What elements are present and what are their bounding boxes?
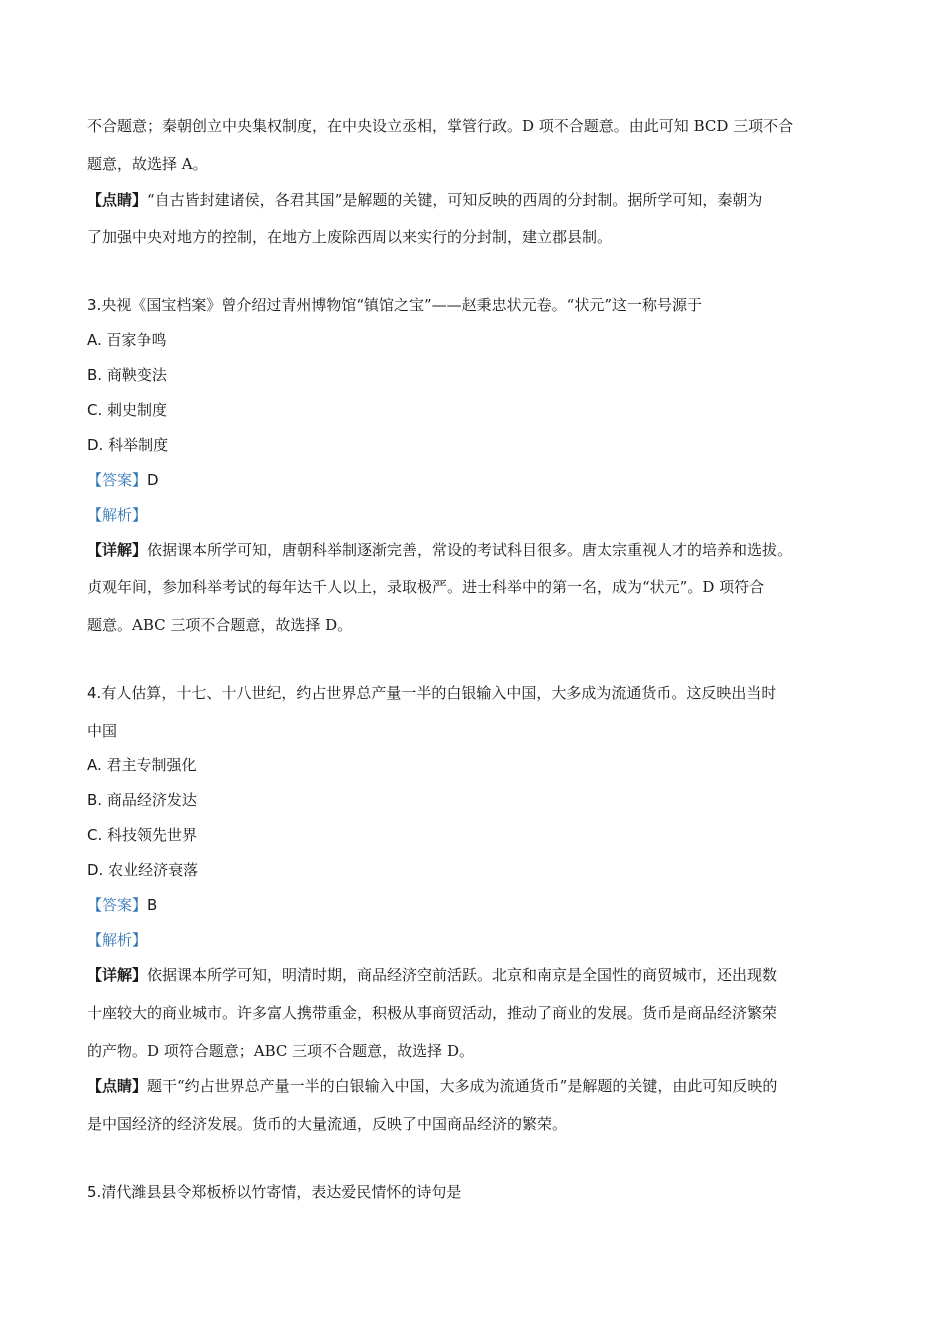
question-text: 清代潍县县令郑板桥以竹寄情，表达爱民情怀的诗句是: [101, 1183, 462, 1201]
option-text: 商鞅变法: [106, 366, 167, 384]
question-number: 3.: [87, 296, 102, 314]
option-text: 百家争鸣: [106, 331, 167, 349]
question-4-option-b: [87, 790, 877, 810]
question-number: 4.: [87, 684, 102, 702]
answer-label: 【答案】: [87, 896, 148, 914]
option-text: 科举制度: [108, 436, 169, 454]
question-4-tip-line: [87, 1076, 877, 1096]
question-4-analysis-label: 【解析】: [87, 931, 148, 949]
option-letter: B.: [87, 791, 103, 809]
question-4-detail-line: 十座较大的商业城市。许多富人携带重金，积极从事商贸活动，推动了商业的发展。货币是商品经济繁荣: [87, 1004, 778, 1022]
question-text: 央视《国宝档案》曾介绍过青州博物馆“镇馆之宝”——赵秉忠状元卷。“状元”这一称号源于: [101, 296, 702, 314]
option-letter: C.: [87, 826, 103, 844]
option-text: 君主专制强化: [106, 756, 197, 774]
question-5-stem: [87, 1182, 877, 1202]
tip-label: 【点睛】: [87, 191, 148, 209]
prev-tip-line: 了加强中央对地方的控制，在地方上废除西周以来实行的分封制，建立郡县制。: [87, 228, 613, 246]
question-4-option-c: [87, 825, 877, 845]
tip-label: 【点睛】: [87, 1077, 148, 1095]
question-text: 有人估算，十七、十八世纪，约占世界总产量一半的白银输入中国，大多成为流通货币。这反映出当时: [101, 684, 777, 702]
option-letter: A.: [87, 756, 102, 774]
question-3-option-a: [87, 330, 877, 350]
answer-label: 【答案】: [87, 471, 148, 489]
option-text: 商品经济发达: [106, 791, 197, 809]
question-3-stem: [87, 295, 877, 315]
detail-text: 依据课本所学可知，明清时期，商品经济空前活跃。北京和南京是全国性的商贸城市，还出现数: [147, 966, 778, 984]
detail-text: 依据课本所学可知，唐朝科举制逐渐完善，常设的考试科目很多。唐太宗重视人才的培养和选拔。: [147, 541, 793, 559]
answer-value: D: [147, 471, 159, 489]
tip-text: “自古皆封建诸侯，各君其国”是解题的关键，可知反映的西周的分封制。据所学可知，秦朝为: [147, 191, 763, 209]
detail-label: 【详解】: [87, 966, 148, 984]
question-4-detail-line: 的产物。D 项符合题意；ABC 三项不合题意，故选择 D。: [87, 1042, 474, 1060]
option-text: 刺史制度: [107, 401, 168, 419]
question-4-option-d: [87, 860, 877, 880]
tip-text: 题干“约占世界总产量一半的白银输入中国，大多成为流通货币”是解题的关键，由此可知反映的: [147, 1077, 778, 1095]
prev-tip-line: [87, 190, 877, 210]
question-4-answer: [87, 895, 877, 915]
option-text: 科技领先世界: [107, 826, 198, 844]
question-3-detail-line: 贞观年间，参加科举考试的每年达千人以上，录取极严。进士科举中的第一名，成为“状元”。D 项符合: [87, 578, 765, 596]
option-letter: C.: [87, 401, 103, 419]
question-3-detail-line: 题意。ABC 三项不合题意，故选择 D。: [87, 616, 353, 634]
option-letter: D.: [87, 436, 104, 454]
answer-value: B: [147, 896, 158, 914]
question-4-detail-line: [87, 965, 877, 985]
question-3-analysis-label: 【解析】: [87, 506, 148, 524]
detail-label: 【详解】: [87, 541, 148, 559]
question-4-stem-cont: 中国: [87, 722, 118, 740]
question-3-answer: [87, 470, 877, 490]
option-letter: A.: [87, 331, 102, 349]
question-3-option-d: [87, 435, 877, 455]
option-letter: D.: [87, 861, 104, 879]
question-4-option-a: [87, 755, 877, 775]
prev-explanation-line: 题意，故选择 A。: [87, 155, 208, 173]
question-4-stem: [87, 683, 877, 703]
question-3-option-c: [87, 400, 877, 420]
option-letter: B.: [87, 366, 103, 384]
question-3-detail-line: [87, 540, 877, 560]
question-3-option-b: [87, 365, 877, 385]
question-4-tip-line: 是中国经济的经济发展。货币的大量流通，反映了中国商品经济的繁荣。: [87, 1115, 568, 1133]
question-number: 5.: [87, 1183, 102, 1201]
prev-explanation-line: 不合题意；秦朝创立中央集权制度，在中央设立丞相，掌管行政。D 项不合题意。由此可知 BCD 三项不合: [87, 117, 794, 135]
option-text: 农业经济衰落: [108, 861, 199, 879]
